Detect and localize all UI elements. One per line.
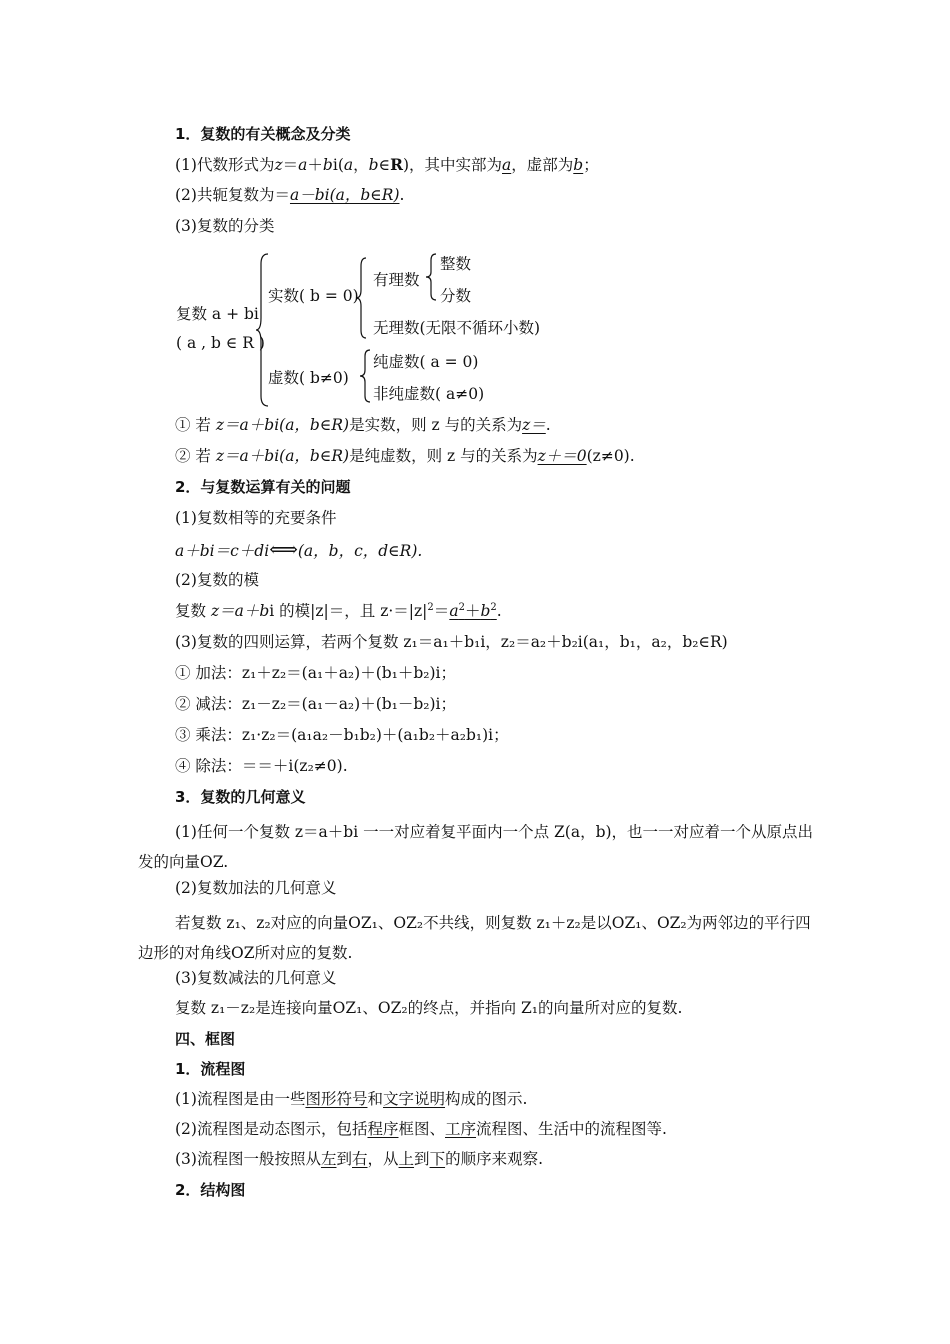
- classify-rational: 有理数: [373, 271, 420, 289]
- division-rule: ④ 除法：＝＝＋i(z₂≠0).: [175, 757, 348, 775]
- classification-diagram: [170, 250, 610, 410]
- section-heading-geometry: 3．复数的几何意义: [175, 788, 306, 806]
- addition-rule: ① 加法：z₁＋z₂＝(a₁＋a₂)＋(b₁＋b₂)i；: [175, 664, 457, 682]
- imag-brace-icon: [360, 348, 372, 404]
- imag-part-answer: b: [573, 156, 584, 174]
- classify-root-condition: ( a , b ∈ R ): [176, 334, 265, 352]
- arithmetic-title: (3)复数的四则运算，若两个复数 z₁＝a₁＋b₁i，z₂＝a₂＋b₂i(a₁，b₁，a₂，b₂∈R): [175, 633, 728, 651]
- modulus-title: (2)复数的模: [175, 571, 259, 589]
- modulus-answer: $a^2+b^2$: [449, 602, 497, 620]
- flowchart-definition: (1)流程图是由一些图形符号和文字说明构成的图示.: [175, 1090, 528, 1108]
- flowchart-heading: 1．流程图: [175, 1060, 246, 1078]
- classify-imaginary: 虚数( b≠0): [268, 369, 349, 387]
- classification-title: (3)复数的分类: [175, 217, 275, 235]
- addition-geometry-title: (2)复数加法的几何意义: [175, 879, 337, 897]
- pure-imag-condition-answer: z＋＝0: [537, 447, 587, 465]
- real-condition-line: ① 若 z＝a＋bi(a，b∈R)是实数，则 z 与的关系为z＝.: [175, 416, 551, 434]
- equality-title: (1)复数相等的充要条件: [175, 509, 337, 527]
- addition-geometry-paragraph: 若复数 z₁、z₂对应的向量OZ₁、OZ₂不共线，则复数 z₁＋z₂是以OZ₁、OZ₂为两邻边的平行四边形的对角线OZ所对应的复数.: [138, 914, 811, 962]
- rational-brace-icon: [426, 252, 438, 302]
- structure-chart-heading: 2．结构图: [175, 1181, 246, 1199]
- real-brace-icon: [356, 256, 368, 340]
- conjugate-line: (2)共轭复数为＝a－bi(a，b∈R).: [175, 186, 405, 204]
- multiplication-rule: ③ 乘法：z₁·z₂＝(a₁a₂－b₁b₂)＋(a₁b₂＋a₂b₁)i；: [175, 726, 509, 744]
- flowchart-reading-order: (3)流程图一般按照从左到右，从上到下的顺序来观察.: [175, 1150, 544, 1168]
- geometry-correspondence-paragraph: (1)任何一个复数 z＝a＋bi 一一对应着复平面内一个点 Z(a，b)，也一一对应着一个从原点出发的向量OZ.: [138, 823, 814, 871]
- real-part-answer: a: [502, 156, 512, 174]
- real-condition-answer: z＝: [522, 416, 546, 434]
- classify-integer: 整数: [440, 255, 472, 273]
- classify-pure-imag: 纯虚数( a = 0): [373, 353, 479, 371]
- classify-irrational: 无理数(无限不循环小数): [373, 319, 541, 337]
- subtraction-geometry-paragraph: 复数 z₁－z₂是连接向量OZ₁、OZ₂的终点，并指向 Z₁的向量所对应的复数.: [175, 999, 683, 1017]
- classify-nonpure-imag: 非纯虚数( a≠0): [373, 385, 485, 403]
- equality-line: a＋bi＝c＋di⟺(a，b，c，d∈R).: [175, 537, 423, 561]
- section-heading-complex-concepts: 1．复数的有关概念及分类: [175, 125, 351, 143]
- pure-imag-condition-line: ② 若 z＝a＋bi(a，b∈R)是纯虚数，则 z 与的关系为z＋＝0(z≠0).: [175, 447, 635, 465]
- modulus-line: 复数 z＝a＋bi 的模|z|＝，且 $z\cdot=|z|^2=a^2+b^2$.: [175, 602, 502, 620]
- equivalence-arrow-icon: ⟺: [269, 537, 298, 561]
- classify-root: 复数 a + bi: [176, 305, 259, 323]
- subtraction-geometry-title: (3)复数减法的几何意义: [175, 969, 337, 987]
- section-heading-operations: 2．与复数运算有关的问题: [175, 478, 351, 496]
- classify-fraction: 分数: [440, 287, 472, 305]
- section-heading-block-diagrams: 四、框图: [175, 1030, 236, 1048]
- flowchart-types: (2)流程图是动态图示，包括程序框图、工序流程图、生活中的流程图等.: [175, 1120, 667, 1138]
- classify-real: 实数( b = 0): [268, 287, 359, 305]
- algebraic-form-line: (1)代数形式为z＝a＋bi(a，b∈R)，其中实部为a，虚部为b；: [175, 155, 599, 174]
- conjugate-answer: a－bi(a，b∈R): [289, 186, 400, 204]
- subtraction-rule: ② 减法：z₁－z₂＝(a₁－a₂)＋(b₁－b₂)i；: [175, 695, 457, 713]
